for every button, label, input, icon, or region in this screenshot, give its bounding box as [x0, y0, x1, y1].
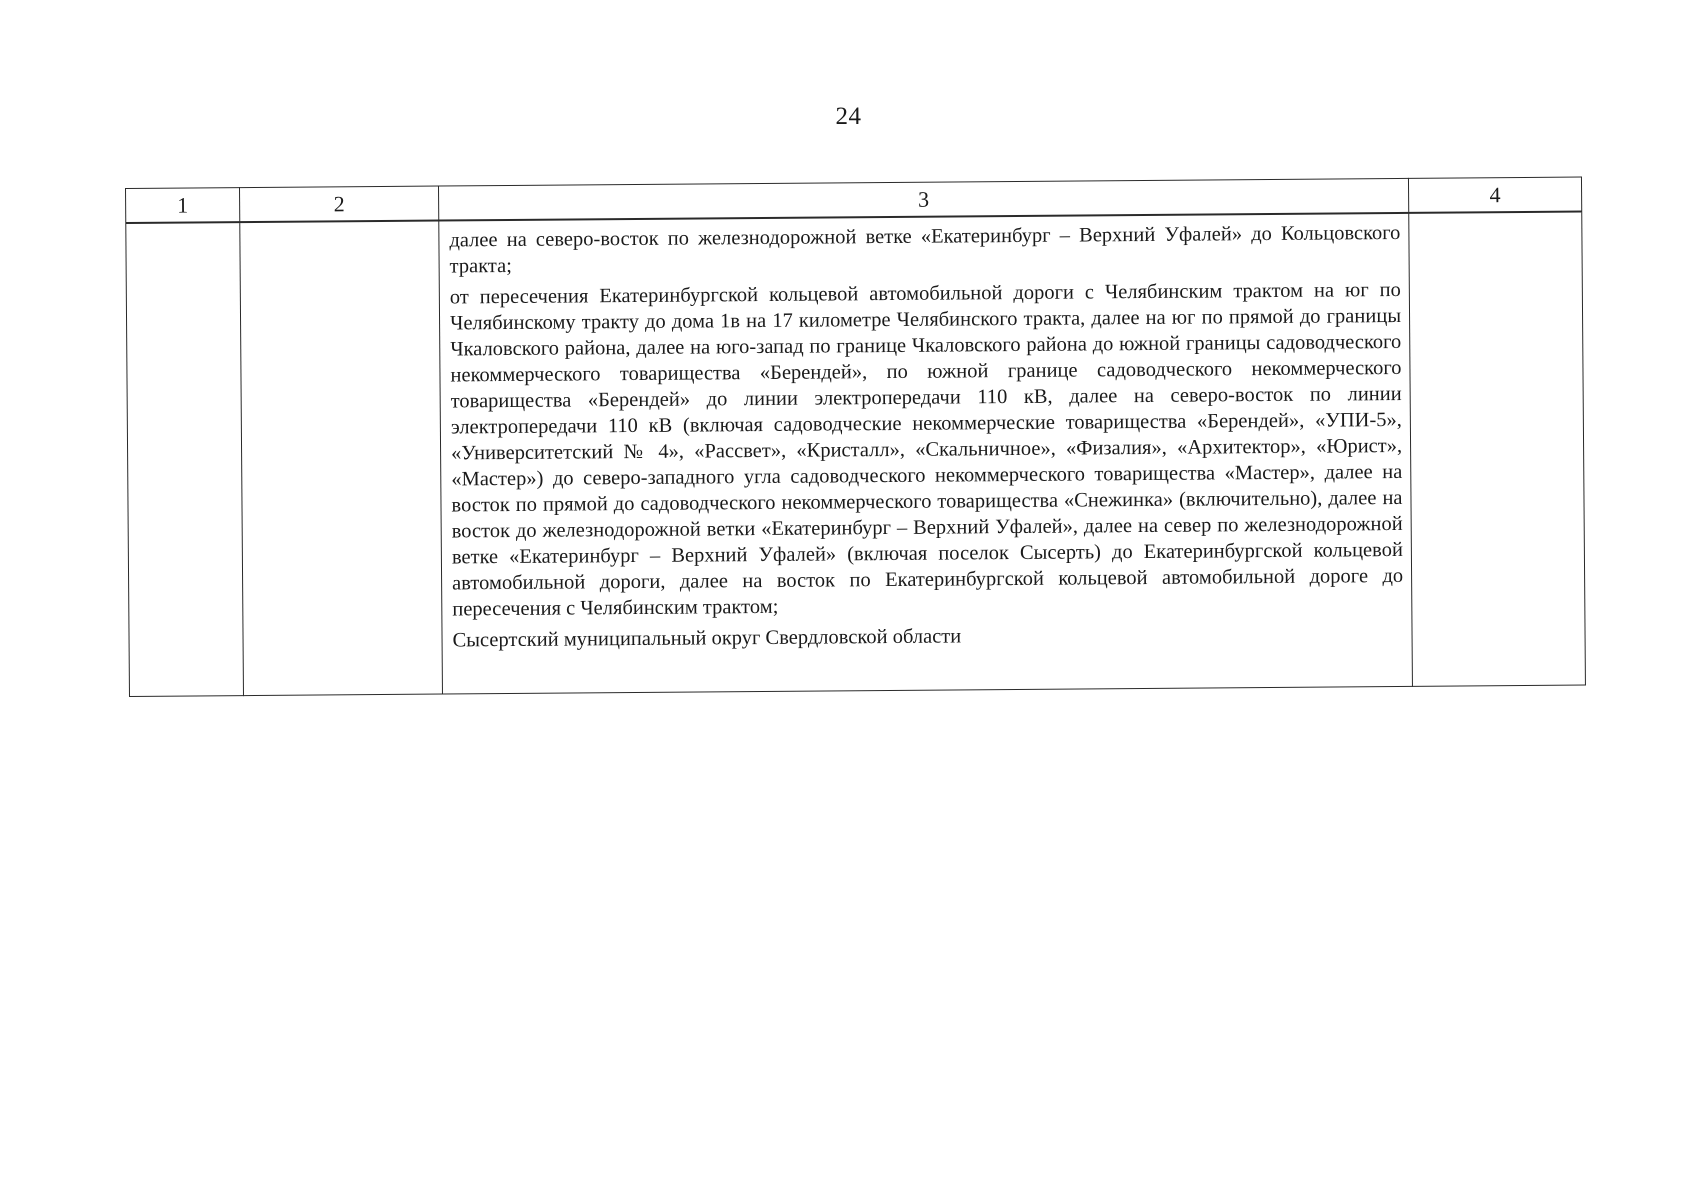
column-header-1: 1: [126, 188, 240, 223]
municipal-district-name: Сысертский муниципальный округ Свердловской области: [452, 625, 962, 652]
page-number: 24: [835, 103, 862, 130]
cell-col-3-boundary-description: [439, 213, 1413, 694]
column-header-3: 3: [438, 178, 1408, 220]
cell-col-1: [126, 222, 244, 696]
boundary-paragraph-2: от пересечения Екатеринбургской кольцевой автомобильной дороги с Челябинским трактом на юг по Челябинскому тракту до дома 1в на 17 километре Челябинского тракта, далее на юг по прямой до границы Чкаловского района, далее на юго-запад по границе Чкаловского района до южной границы садоводческого некоммерческого товарищества «Берендей», по южной границе садоводческого некоммерческого товарищества «Берендей» до линии электропередачи 110 кВ, далее на северо-восток по линии электропередачи 110 кВ (включая садоводческие некоммерческие товарищества «Берендей», «УПИ-5», «Университетский № 4», «Рассвет», «Кристалл», «Скальничное», «Физалия», «Архитектор», «Юрист», «Мастер») до северо-западного угла садоводческого некоммерческого товарищества «Мастер», далее на восток по прямой до садоводческого некоммерческого товарищества «Снежинка» (включительно), далее на восток до железнодорожной ветки «Екатеринбург – Верхний Уфалей», далее на север по железнодорожной ветке «Екатеринбург – Верхний Уфалей» (включая поселок Сысерть) до Екатеринбургской кольцевой автомобильной дороги, далее на восток по Екатеринбургской кольцевой автомобильной дороге до пересечения с Челябинским трактом;: [449, 278, 1404, 621]
boundary-paragraph-1: далее на северо-восток по железнодорожной ветке «Екатеринбург – Верхний Уфалей» до Кольцовского тракта;: [449, 221, 1401, 278]
column-header-4: 4: [1408, 177, 1581, 213]
column-header-2: 2: [240, 186, 439, 222]
cell-col-2: [240, 221, 443, 696]
table-row: [126, 212, 1586, 697]
cell-col-4: [1409, 212, 1586, 687]
boundary-table: [125, 177, 1586, 697]
